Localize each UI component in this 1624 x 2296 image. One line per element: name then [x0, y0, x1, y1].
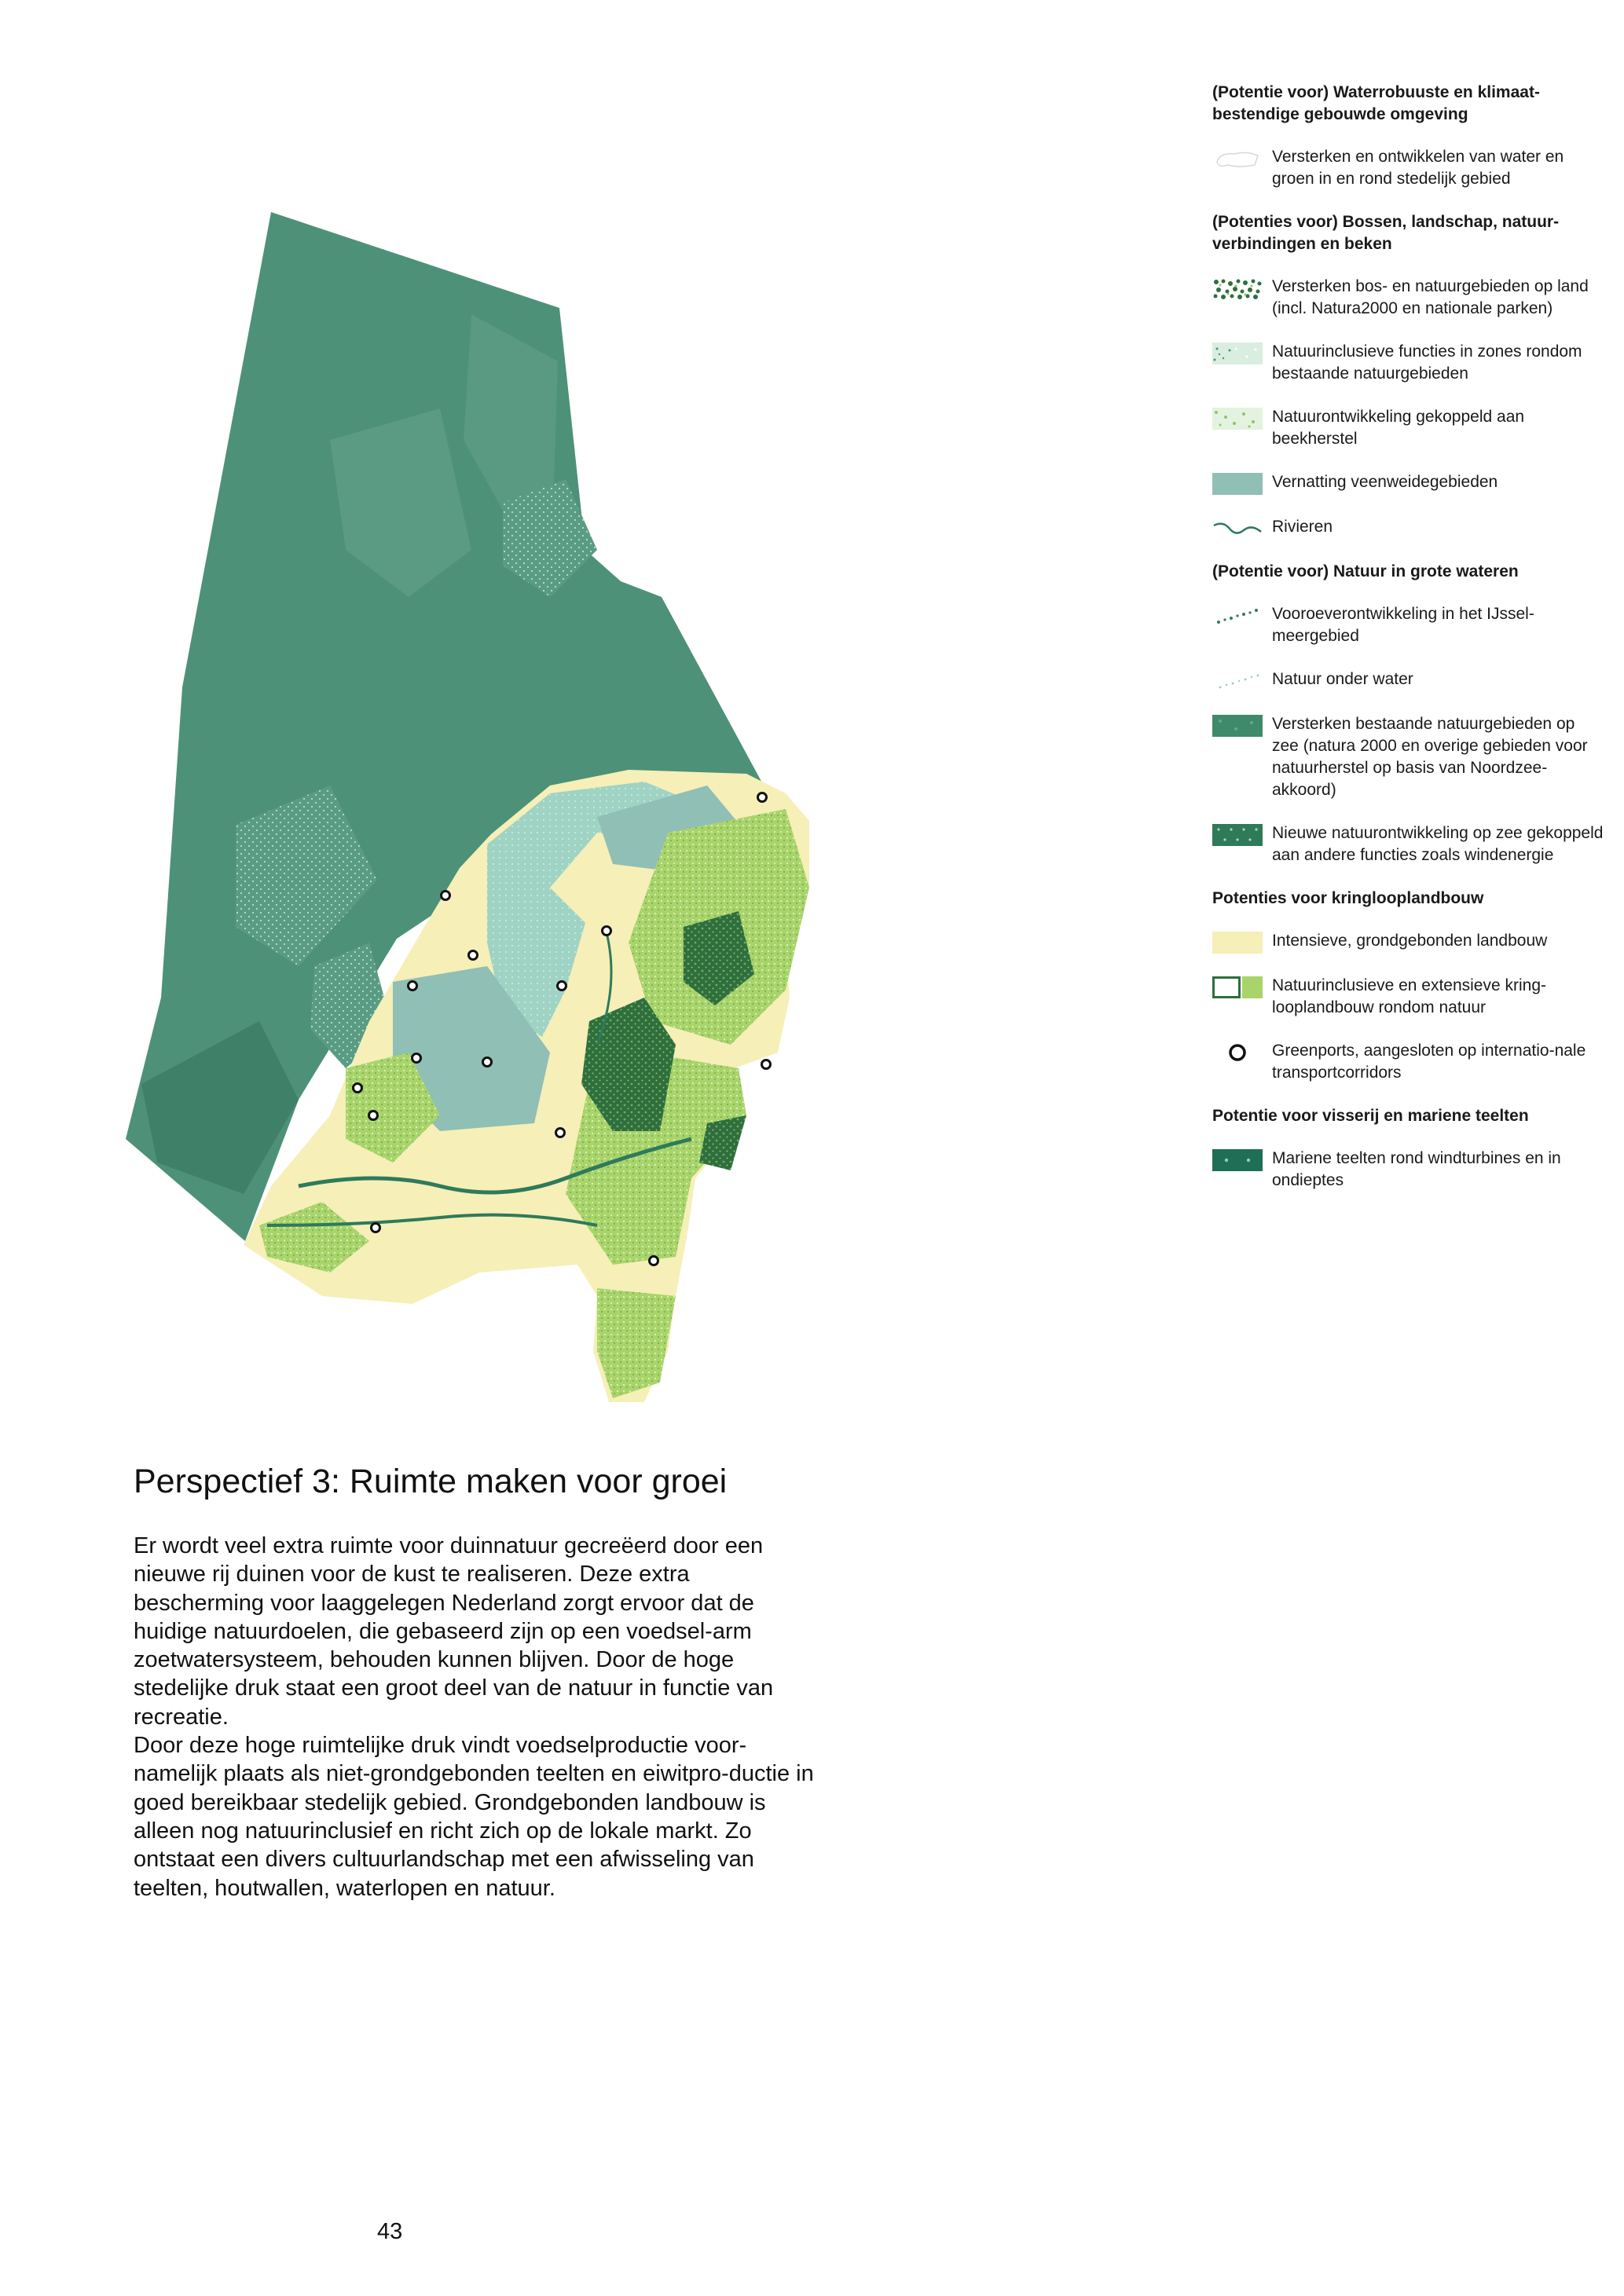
- legend-section-title: (Potentie voor) Natuur in grote wateren: [1212, 562, 1519, 580]
- legend-item-label: Natuur onder water: [1272, 670, 1413, 688]
- faint-dotted-line-icon: [1212, 670, 1263, 692]
- legend-item-label: Intensieve, grondgebonden landbouw: [1272, 932, 1548, 950]
- legend-item: [1212, 930, 1605, 954]
- greenport-marker: [469, 951, 478, 960]
- legend-section-title: (Potenties voor) Bossen, landschap, natuur-verbindingen en beken: [1212, 213, 1560, 253]
- legend-item: [1212, 668, 1605, 692]
- legend-item-label: Vernatting veenweidegebieden: [1272, 473, 1498, 491]
- page-heading: Perspectief 3: Ruimte maken voor groei: [134, 1463, 728, 1500]
- greenport-marker: [556, 1129, 565, 1137]
- legend-item: [1212, 1148, 1605, 1192]
- nature-inclusive-zone: [597, 1288, 676, 1398]
- river-line-icon: [1212, 518, 1263, 540]
- legend-item: [1212, 975, 1605, 1019]
- legend-item-label: Vooroeverontwikkeling in het IJssel-meergebied: [1272, 605, 1534, 645]
- greenport-circle-icon: [1212, 1042, 1263, 1064]
- white-outline-patch-icon: [1212, 148, 1263, 170]
- greenport-marker: [372, 1224, 380, 1232]
- map-legend: [1212, 82, 1605, 1213]
- legend-item: [1212, 713, 1605, 801]
- body-text: [134, 1532, 825, 1902]
- legend-section-title: Potenties voor kringlooplandbouw: [1212, 889, 1484, 907]
- legend-item: [1212, 276, 1605, 320]
- legend-item: [1212, 341, 1605, 385]
- light-green-speckled-patch-icon: [1212, 342, 1263, 364]
- page-number: 43: [377, 2219, 403, 2244]
- legend-item-label: Natuurontwikkeling gekoppeld aan beekherstel: [1272, 408, 1525, 448]
- legend-item: [1212, 146, 1605, 190]
- dotted-shoreline-icon: [1212, 605, 1263, 627]
- legend-item: [1212, 516, 1605, 540]
- legend-section-title: Potentie voor visserij en mariene teelten: [1212, 1107, 1529, 1125]
- dark-green-dotted-patch-icon: [1212, 277, 1263, 299]
- legend-item-label: Greenports, aangesloten op internatio-nale transportcorridors: [1272, 1042, 1586, 1082]
- greenport-marker: [762, 1060, 771, 1069]
- legend-item: [1212, 1040, 1605, 1084]
- sea-wind-dotted-patch-icon: [1212, 824, 1263, 846]
- body-paragraph: Er wordt veel extra ruimte voor duinnatuur gecreëerd door een nieuwe rij duinen voor de kust te realiseren. Deze extra bescherming voor laaggelegen Nederland zorgt ervoor dat de huidige natuurdoelen, die gebaseerd zijn op een voedsel-arm zoetwatersysteem, behouden kunnen blijven. Door de hoge stedelijke druk staat een groot deel van de natuur in functie van recreatie.: [134, 1533, 774, 1730]
- legend-item: [1212, 471, 1605, 495]
- legend-section-title: (Potentie voor) Waterrobuuste en klimaat-bestendige gebouwde omgeving: [1212, 83, 1540, 123]
- sea-nature-patch-icon: [1212, 715, 1263, 737]
- legend-item-label: Natuurinclusieve en extensieve kring-looplandbouw rondom natuur: [1272, 976, 1547, 1016]
- green-outline-and-lime-patch-icon: [1212, 976, 1263, 998]
- legend-item-label: Versterken bos- en natuurgebieden op land (incl. Natura2000 en nationale parken): [1272, 277, 1589, 317]
- greenport-marker: [603, 927, 611, 936]
- marine-farming-patch-icon: [1212, 1149, 1263, 1171]
- greenport-marker: [483, 1058, 492, 1067]
- legend-item-label: Mariene teelten rond windturbines en in ondieptes: [1272, 1149, 1561, 1189]
- body-paragraph: Door deze hoge ruimtelijke druk vindt voedselproductie voor-namelijk plaats als niet-grondgebonden teelten en eiwitpro-ductie in goed bereikbaar stedelijk gebied. Grondgebonden landbouw is alleen nog natuurinclusief en richt zich op de lokale markt. Zo ontstaat een divers cultuurlandschap met een afwisseling van teelten, houtwallen, waterlopen en natuur.: [134, 1733, 814, 1901]
- greenport-marker: [650, 1257, 658, 1265]
- greenport-marker: [409, 982, 417, 991]
- legend-item-label: Natuurinclusieve functies in zones rondom bestaande natuurgebieden: [1272, 342, 1582, 383]
- greenport-marker: [369, 1111, 378, 1120]
- greenport-marker: [442, 892, 450, 900]
- greenport-marker: [412, 1054, 421, 1063]
- legend-item-label: Versterken bestaande natuurgebieden op zee (natura 2000 en overige gebieden voor natuurherstel op basis van Noordzee-akkoord): [1272, 715, 1588, 799]
- legend-item: [1212, 406, 1605, 450]
- pale-green-speckled-patch-icon: [1212, 408, 1263, 430]
- greenport-marker: [758, 793, 767, 802]
- greenport-marker: [558, 982, 566, 991]
- legend-item-label: Versterken en ontwikkelen van water en groen in en rond stedelijk gebied: [1272, 148, 1564, 188]
- netherlands-perspective-map: [118, 200, 825, 1434]
- teal-fill-patch-icon: [1212, 473, 1263, 495]
- pale-yellow-patch-icon: [1212, 932, 1263, 954]
- greenport-marker: [354, 1084, 362, 1093]
- legend-item-label: Rivieren: [1272, 518, 1333, 536]
- legend-item: [1212, 603, 1605, 647]
- legend-item: [1212, 822, 1605, 866]
- legend-item-label: Nieuwe natuurontwikkeling op zee gekoppeld aan andere functies zoals windenergie: [1272, 824, 1604, 864]
